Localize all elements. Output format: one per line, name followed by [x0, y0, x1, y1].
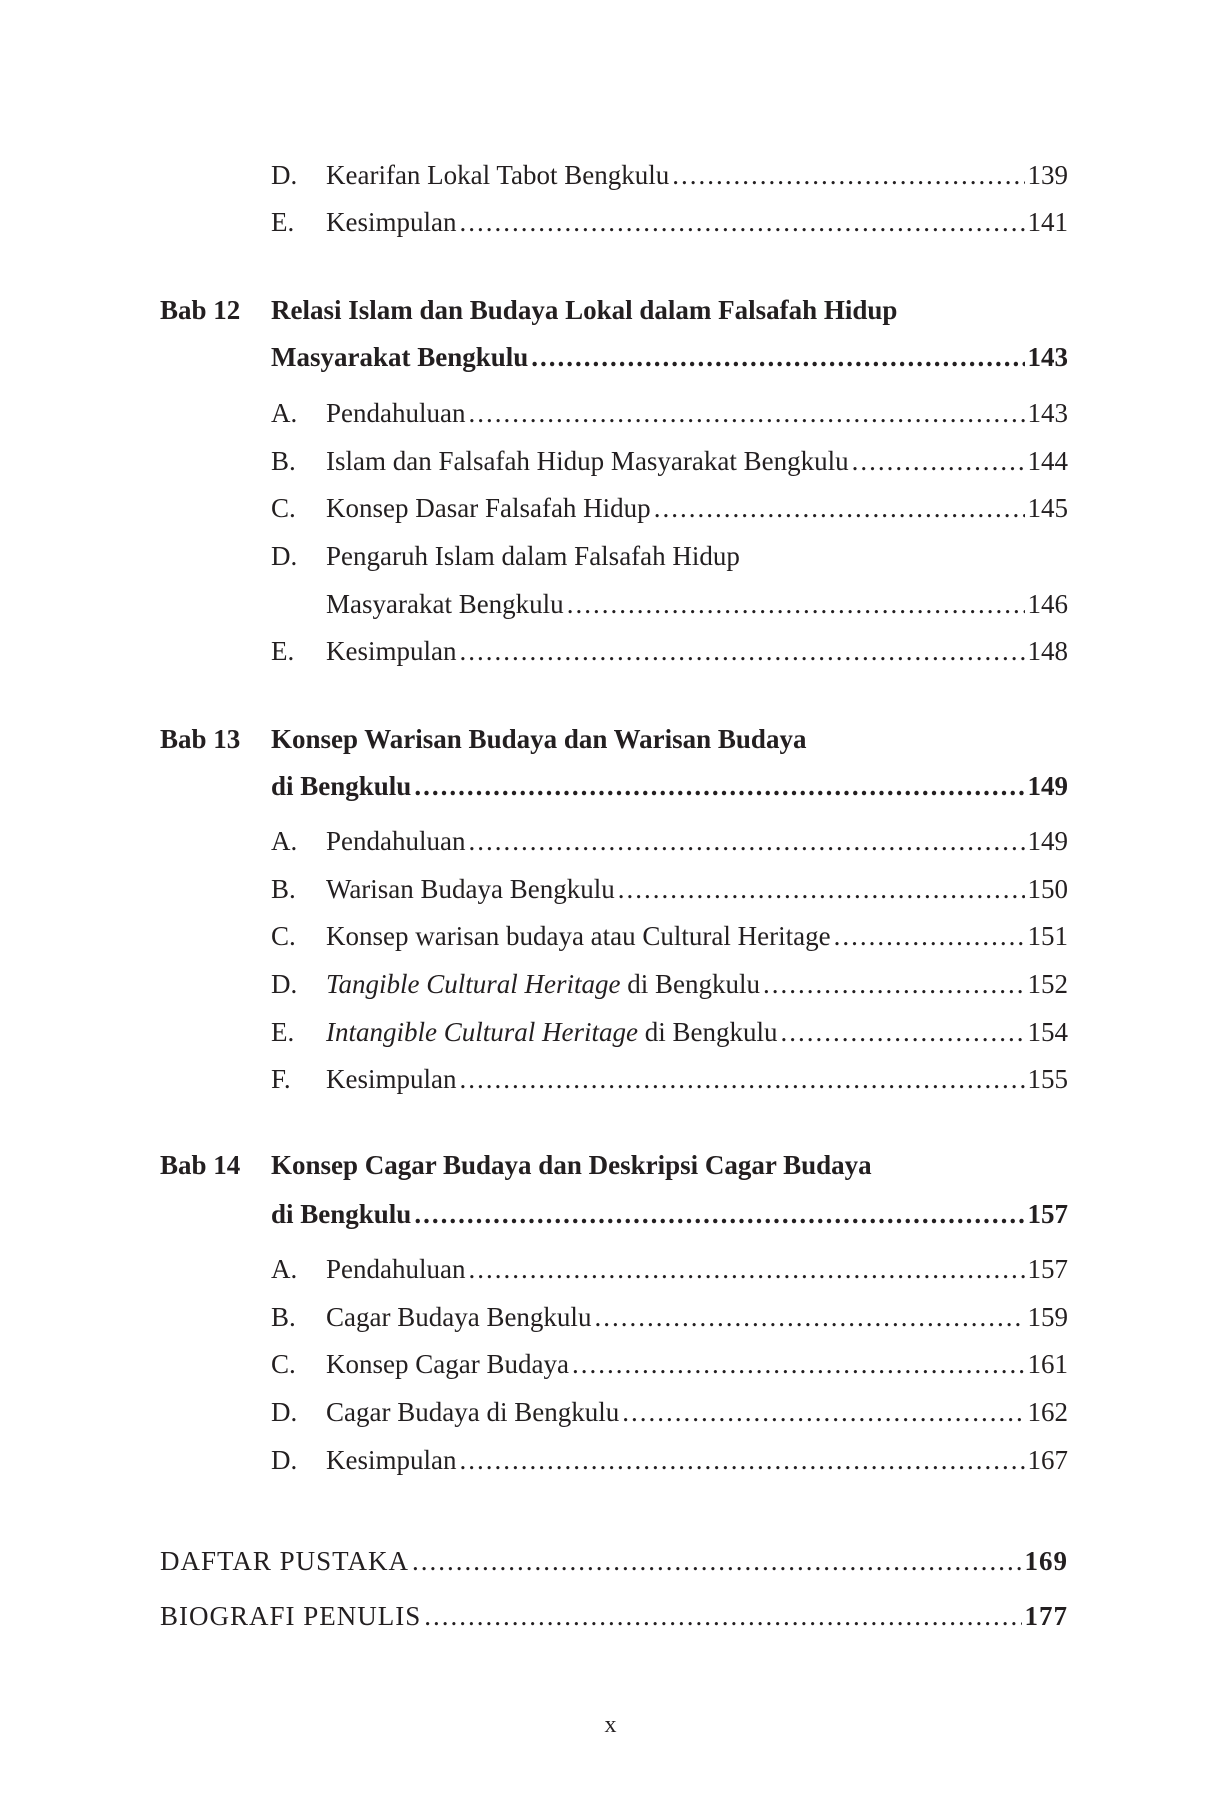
toc-entry[interactable] — [160, 205, 1068, 239]
toc-entry-biografi-penulis[interactable] — [160, 1599, 1068, 1633]
page-ref: 149 — [1027, 771, 1068, 801]
section-title: Cagar Budaya Bengkulu — [326, 1302, 592, 1332]
toc-entry[interactable] — [160, 967, 1068, 1001]
section-letter: D. — [271, 1397, 298, 1427]
leader-dots — [459, 1443, 1024, 1477]
page-ref: 150 — [1027, 874, 1068, 904]
leader-dots — [618, 872, 1025, 906]
chapter-heading[interactable] — [160, 722, 1068, 756]
section-letter: D. — [271, 969, 298, 999]
section-title: Kesimpulan — [326, 207, 457, 237]
chapter-title: Relasi Islam dan Budaya Lokal dalam Falsafah Hidup — [271, 295, 898, 325]
section-title: Kesimpulan — [326, 1445, 457, 1475]
toc-entry[interactable] — [160, 1443, 1068, 1477]
section-letter: C. — [271, 921, 296, 951]
page-number: x — [604, 1712, 617, 1738]
leader-dots — [763, 967, 1024, 1001]
section-letter: E. — [271, 207, 295, 237]
back-matter-title: DAFTAR PUSTAKA — [160, 1546, 409, 1576]
chapter-heading[interactable] — [160, 1148, 1068, 1182]
section-letter: D. — [271, 160, 298, 190]
leader-dots — [572, 1347, 1025, 1381]
page-ref: 139 — [1027, 160, 1068, 190]
toc-entry[interactable] — [160, 919, 1068, 953]
section-title: Kesimpulan — [326, 1064, 457, 1094]
section-title: Kesimpulan — [326, 636, 457, 666]
page-ref: 154 — [1027, 1017, 1068, 1047]
section-letter: F. — [271, 1064, 291, 1094]
leader-dots — [622, 1395, 1024, 1429]
leader-dots — [852, 444, 1025, 478]
leader-dots — [424, 1599, 1021, 1633]
leader-dots — [468, 824, 1024, 858]
leader-dots — [459, 205, 1024, 239]
toc-entry[interactable] — [160, 872, 1068, 906]
leader-dots — [594, 1300, 1024, 1334]
section-title-line2: Masyarakat Bengkulu — [326, 589, 564, 619]
toc-entry[interactable] — [160, 1347, 1068, 1381]
section-title-italic: Tangible Cultural Heritage — [326, 969, 621, 999]
leader-dots — [459, 634, 1024, 668]
page-ref: 177 — [1024, 1601, 1068, 1631]
chapter-heading[interactable] — [160, 293, 1068, 327]
leader-dots — [780, 1015, 1024, 1049]
section-title: Konsep Cagar Budaya — [326, 1349, 569, 1379]
toc-entry[interactable] — [160, 158, 1068, 192]
toc-entry[interactable] — [160, 1300, 1068, 1334]
page-ref: 146 — [1027, 589, 1068, 619]
section-title: Pendahuluan — [326, 1254, 466, 1284]
section-title: Islam dan Falsafah Hidup Masyarakat Bengkulu — [326, 446, 849, 476]
leader-dots — [567, 587, 1025, 621]
leader-dots — [414, 1197, 1024, 1231]
page-ref: 144 — [1027, 446, 1068, 476]
chapter-heading-cont[interactable] — [160, 769, 1068, 803]
back-matter-title: BIOGRAFI PENULIS — [160, 1601, 422, 1631]
leader-dots — [459, 1062, 1024, 1096]
toc-entry-daftar-pustaka[interactable] — [160, 1544, 1068, 1578]
section-letter: A. — [271, 398, 298, 428]
page-ref: 155 — [1027, 1064, 1068, 1094]
leader-dots — [834, 919, 1025, 953]
section-title: Pendahuluan — [326, 398, 466, 428]
page-ref: 149 — [1027, 826, 1068, 856]
toc-entry[interactable] — [160, 1252, 1068, 1286]
page-ref: 169 — [1024, 1546, 1068, 1576]
section-letter: A. — [271, 826, 298, 856]
toc-entry[interactable] — [160, 1062, 1068, 1096]
page-ref: 152 — [1027, 969, 1068, 999]
section-letter: C. — [271, 493, 296, 523]
toc-entry[interactable] — [160, 444, 1068, 478]
toc-entry-cont[interactable] — [160, 587, 1068, 621]
section-title: Warisan Budaya Bengkulu — [326, 874, 615, 904]
section-letter: E. — [271, 636, 295, 666]
page-ref: 145 — [1027, 493, 1068, 523]
section-title-rest: di Bengkulu — [620, 969, 761, 999]
section-letter: B. — [271, 874, 296, 904]
page-ref: 162 — [1027, 1397, 1068, 1427]
chapter-title: Konsep Cagar Budaya dan Deskripsi Cagar Budaya — [271, 1150, 872, 1180]
toc-entry[interactable] — [160, 491, 1068, 525]
toc-entry[interactable] — [160, 1015, 1068, 1049]
section-title-italic: Intangible Cultural Heritage — [326, 1017, 638, 1047]
section-title: Pendahuluan — [326, 826, 466, 856]
page-ref: 157 — [1027, 1254, 1068, 1284]
chapter-title-line2: Masyarakat Bengkulu — [271, 342, 529, 372]
toc-entry[interactable] — [160, 539, 1068, 573]
section-letter: A. — [271, 1254, 298, 1284]
chapter-title: Konsep Warisan Budaya dan Warisan Budaya — [271, 724, 807, 754]
leader-dots — [531, 340, 1024, 374]
page-ref: 151 — [1027, 921, 1068, 951]
section-letter: B. — [271, 1302, 296, 1332]
chapter-label: Bab 12 — [160, 295, 241, 325]
page-ref: 161 — [1027, 1349, 1068, 1379]
chapter-label: Bab 14 — [160, 1150, 241, 1180]
section-title: Cagar Budaya di Bengkulu — [326, 1397, 620, 1427]
toc-entry[interactable] — [160, 824, 1068, 858]
section-title: Pengaruh Islam dalam Falsafah Hidup — [326, 541, 740, 571]
page-ref: 159 — [1027, 1302, 1068, 1332]
leader-dots — [672, 158, 1024, 192]
chapter-heading-cont[interactable] — [160, 340, 1068, 374]
page-ref: 143 — [1027, 342, 1068, 372]
toc-entry[interactable] — [160, 1395, 1068, 1429]
section-title: Konsep warisan budaya atau Cultural Heritage — [326, 921, 831, 951]
page-ref: 148 — [1027, 636, 1068, 666]
chapter-label: Bab 13 — [160, 724, 241, 754]
page-ref: 143 — [1027, 398, 1068, 428]
leader-dots — [468, 1252, 1024, 1286]
leader-dots — [654, 491, 1025, 525]
chapter-title-line2: di Bengkulu — [271, 771, 412, 801]
page-ref: 141 — [1027, 207, 1068, 237]
chapter-title-line2: di Bengkulu — [271, 1199, 412, 1229]
leader-dots — [412, 1544, 1022, 1578]
leader-dots — [468, 396, 1024, 430]
section-letter: D. — [271, 541, 298, 571]
page-ref: 157 — [1027, 1199, 1068, 1229]
section-letter: D. — [271, 1445, 298, 1475]
section-letter: B. — [271, 446, 296, 476]
section-letter: E. — [271, 1017, 295, 1047]
section-letter: C. — [271, 1349, 296, 1379]
toc-entry[interactable] — [160, 634, 1068, 668]
page-ref: 167 — [1027, 1445, 1068, 1475]
section-title: Konsep Dasar Falsafah Hidup — [326, 493, 651, 523]
section-title-rest: di Bengkulu — [637, 1017, 778, 1047]
toc-entry[interactable] — [160, 396, 1068, 430]
leader-dots — [414, 769, 1024, 803]
chapter-heading-cont[interactable] — [160, 1197, 1068, 1231]
section-title: Kearifan Lokal Tabot Bengkulu — [326, 160, 670, 190]
